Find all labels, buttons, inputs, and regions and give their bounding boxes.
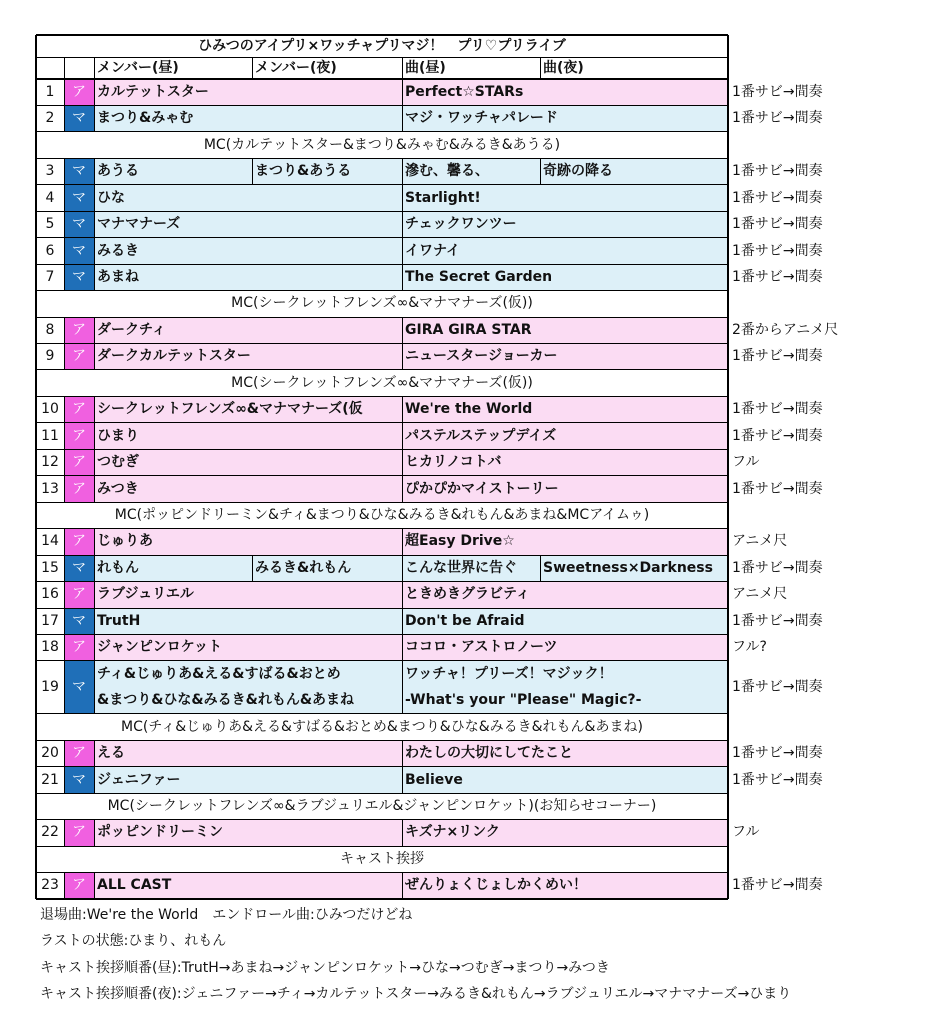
member-day: ALL CAST	[97, 877, 172, 894]
grid-line	[402, 449, 403, 475]
grid-line	[402, 608, 403, 634]
member-day: あうる	[97, 163, 139, 180]
grid-line	[402, 555, 403, 581]
song-day: GIRA GIRA STAR	[405, 321, 532, 338]
grid-line	[36, 713, 728, 714]
grid-line	[36, 475, 728, 476]
song-day: Believe	[405, 771, 463, 788]
row-number: 5	[45, 216, 55, 233]
grid-line	[252, 158, 253, 184]
song-day	[402, 661, 728, 714]
grid-line	[94, 582, 95, 608]
song-line: ワッチャ！プリーズ！マジック！	[405, 665, 613, 682]
grid-line	[402, 873, 403, 899]
row-number: 20	[41, 745, 59, 762]
member-day: みるき	[97, 242, 139, 259]
row-number: 19	[41, 678, 59, 695]
grid-line	[36, 290, 728, 291]
row-number: 17	[41, 612, 59, 629]
row-number: 6	[45, 242, 55, 259]
footer-line: 退場曲:We're the World エンドロール曲:ひみつだけどね	[40, 906, 413, 923]
watcha-badge: マ	[64, 767, 94, 793]
member-day: じゅりあ	[97, 533, 153, 550]
member-day: つむぎ	[97, 454, 139, 471]
timing-note: フル?	[732, 639, 767, 656]
row-number: 1	[45, 83, 55, 100]
member-day: あまね	[97, 268, 139, 285]
row-number: 11	[41, 427, 59, 444]
grid-line	[94, 767, 95, 793]
grid-line	[64, 185, 65, 211]
row-number: 3	[45, 163, 55, 180]
header-member-day: メンバー(昼)	[97, 59, 179, 76]
grid-line	[402, 57, 403, 79]
aipri-badge: ア	[64, 423, 94, 449]
timing-note: 2番からアニメ尺	[732, 321, 839, 338]
grid-line	[36, 422, 728, 423]
aipri-badge: ア	[64, 740, 94, 766]
timing-note: 1番サビ→間奏	[732, 242, 823, 259]
song-day: ヒカリノコトバ	[405, 454, 502, 471]
grid-line	[64, 105, 65, 131]
watcha-badge: マ	[64, 555, 94, 581]
grid-line	[64, 740, 65, 766]
mc-row: MC(チィ&じゅりあ&える&すばる&おとめ&まつり&ひな&みるき&れもん&あまね)	[121, 718, 643, 735]
grid-line	[402, 238, 403, 264]
song-night: 奇跡の降る	[543, 163, 613, 180]
grid-line	[94, 185, 95, 211]
grid-line	[402, 185, 403, 211]
aipri-badge: ア	[64, 529, 94, 555]
timing-note: 1番サビ→間奏	[732, 771, 823, 788]
grid-line	[402, 158, 403, 184]
row-number: 10	[41, 401, 59, 418]
grid-line	[64, 396, 65, 422]
grid-line	[94, 873, 95, 899]
grid-line	[64, 529, 65, 555]
grid-line	[64, 555, 65, 581]
grid-line	[36, 898, 728, 900]
row-number: 14	[41, 533, 59, 550]
song-day: Starlight!	[405, 189, 481, 206]
grid-line	[36, 581, 728, 582]
grid-line	[402, 740, 403, 766]
member-day: ポッピンドリーミン	[97, 824, 223, 841]
grid-line	[402, 767, 403, 793]
aipri-badge: ア	[64, 344, 94, 370]
song-day: ニュースタージョーカー	[405, 348, 558, 365]
header-member-night: メンバー(夜)	[255, 59, 337, 76]
song-day: ときめきグラビティ	[405, 586, 530, 603]
grid-line	[94, 105, 95, 131]
grid-line	[36, 78, 728, 80]
grid-line	[402, 661, 403, 714]
member-day: みつき	[97, 480, 139, 497]
grid-line	[64, 449, 65, 475]
grid-line	[36, 264, 728, 265]
grid-line	[94, 57, 95, 79]
grid-line	[36, 608, 728, 609]
grid-line	[94, 238, 95, 264]
aipri-badge: ア	[64, 449, 94, 475]
grid-line	[94, 634, 95, 660]
grid-line	[94, 476, 95, 502]
row-number: 13	[41, 480, 59, 497]
grid-line	[36, 634, 728, 635]
grid-line	[36, 819, 728, 820]
watcha-badge: マ	[64, 211, 94, 237]
grid-line	[64, 238, 65, 264]
grid-line	[36, 369, 728, 370]
aipri-badge: ア	[64, 396, 94, 422]
timing-note: 1番サビ→間奏	[732, 268, 823, 285]
song-day: こんな世界に告ぐ	[405, 559, 517, 576]
song-day: ぴかぴかマイストーリー	[405, 480, 559, 497]
song-day: 滲む、馨る、	[405, 163, 489, 180]
member-day: カルテットスター	[97, 83, 209, 100]
member-day: ひな	[97, 189, 125, 206]
timing-note: 1番サビ→間奏	[732, 348, 823, 365]
grid-line	[64, 634, 65, 660]
grid-line	[94, 608, 95, 634]
mc-row: キャスト挨拶	[340, 850, 424, 867]
grid-line	[64, 423, 65, 449]
sheet-title: ひみつのアイプリ×ワッチャプリマジ！ プリ♡プリライブ	[198, 37, 566, 54]
grid-line	[64, 211, 65, 237]
grid-line	[36, 34, 728, 36]
grid-line	[64, 661, 65, 714]
song-day: マジ・ワッチャパレード	[405, 110, 558, 127]
grid-line	[94, 317, 95, 343]
watcha-badge: マ	[64, 264, 94, 290]
grid-line	[94, 661, 95, 714]
grid-line	[36, 237, 728, 238]
grid-line	[402, 105, 403, 131]
song-line: -What's your "Please" Magic?-	[405, 692, 642, 709]
grid-line	[402, 582, 403, 608]
row-number: 22	[41, 824, 59, 841]
grid-line	[64, 820, 65, 846]
grid-line	[36, 396, 728, 397]
grid-line	[36, 502, 728, 503]
aipri-badge: ア	[64, 582, 94, 608]
grid-line	[402, 317, 403, 343]
member-line: &まつり&ひな&みるき&れもん&あまね	[97, 692, 355, 709]
aipri-badge: ア	[64, 317, 94, 343]
member-day: ダークカルテットスター	[97, 348, 251, 365]
mc-row: MC(シークレットフレンズ∞&マナマナーズ(仮))	[231, 374, 533, 391]
timing-note: 1番サビ→間奏	[732, 612, 823, 629]
row-number: 15	[41, 559, 59, 576]
grid-line	[94, 820, 95, 846]
header-song-night: 曲(夜)	[543, 59, 584, 76]
timing-note: 1番サビ→間奏	[732, 427, 823, 444]
grid-line	[64, 158, 65, 184]
song-day: ココロ・アストロノーツ	[405, 639, 558, 656]
row-number: 2	[45, 110, 55, 127]
member-day: ひまり	[97, 427, 139, 444]
member-night: みるき&れもん	[255, 559, 352, 576]
timing-note: 1番サビ→間奏	[732, 401, 823, 418]
grid-line	[94, 211, 95, 237]
grid-line	[35, 35, 37, 899]
member-day: TrutH	[97, 612, 141, 629]
member-day: シークレットフレンズ∞&マナマナーズ(仮	[97, 401, 363, 418]
footer-line: ラストの状態:ひまり、れもん	[40, 933, 227, 950]
song-day: わたしの大切にしてたこと	[405, 745, 573, 762]
grid-line	[94, 449, 95, 475]
grid-line	[36, 793, 728, 794]
member-day: ラブジュリエル	[97, 586, 194, 603]
song-day: チェックワンツー	[405, 216, 517, 233]
grid-line	[36, 766, 728, 767]
header-song-day: 曲(昼)	[405, 59, 446, 76]
song-day: We're the World	[405, 401, 533, 418]
grid-line	[36, 158, 728, 159]
timing-note: 1番サビ→間奏	[732, 163, 823, 180]
song-day: The Secret Garden	[405, 268, 553, 285]
member-day: ジェニファー	[97, 771, 181, 788]
grid-line	[36, 184, 728, 185]
footer-line: キャスト挨拶順番(昼):TrutH→あまね→ジャンピンロケット→ひな→つむぎ→まつり→みつき	[40, 959, 610, 976]
aipri-badge: ア	[64, 634, 94, 660]
timing-note: 1番サビ→間奏	[732, 216, 823, 233]
grid-line	[402, 476, 403, 502]
grid-line	[94, 79, 95, 105]
timing-note: 1番サビ→間奏	[732, 83, 823, 100]
row-number: 18	[41, 639, 59, 656]
timing-note: アニメ尺	[732, 586, 788, 603]
mc-row: MC(カルテットスター&まつり&みゃむ&みるき&あうる)	[203, 136, 561, 153]
grid-line	[36, 57, 728, 58]
grid-line	[36, 131, 728, 132]
grid-line	[64, 767, 65, 793]
grid-line	[36, 105, 728, 106]
grid-line	[94, 740, 95, 766]
mc-row: MC(シークレットフレンズ∞&ラブジュリエル&ジャンピンロケット)(お知らせコーナー)	[107, 797, 657, 814]
grid-line	[36, 343, 728, 344]
grid-line	[64, 582, 65, 608]
row-number: 7	[45, 268, 55, 285]
row-number: 16	[41, 586, 59, 603]
timing-note: 1番サビ→間奏	[732, 189, 823, 206]
watcha-badge: マ	[64, 158, 94, 184]
member-day: れもん	[97, 559, 139, 576]
grid-line	[36, 660, 728, 661]
timing-note: 1番サビ→間奏	[732, 678, 823, 695]
grid-line	[64, 317, 65, 343]
watcha-badge: マ	[64, 661, 94, 714]
member-day	[94, 661, 402, 714]
timing-note: 1番サビ→間奏	[732, 480, 823, 497]
song-day: パステルステップデイズ	[405, 427, 557, 444]
grid-line	[402, 396, 403, 422]
timing-note: 1番サビ→間奏	[732, 110, 823, 127]
aipri-badge: ア	[64, 873, 94, 899]
grid-line	[94, 555, 95, 581]
grid-line	[64, 79, 65, 105]
grid-line	[540, 555, 541, 581]
grid-line	[94, 423, 95, 449]
grid-line	[402, 79, 403, 105]
grid-line	[727, 35, 729, 899]
grid-line	[94, 529, 95, 555]
grid-line	[64, 476, 65, 502]
grid-line	[36, 211, 728, 212]
timing-note: フル	[732, 824, 760, 841]
grid-line	[402, 264, 403, 290]
timing-note: フル	[732, 454, 760, 471]
grid-line	[36, 317, 728, 318]
grid-line	[36, 872, 728, 873]
grid-line	[402, 634, 403, 660]
grid-line	[94, 396, 95, 422]
grid-line	[36, 555, 728, 556]
footer-line: キャスト挨拶順番(夜):ジェニファー→チィ→カルテットスター→みるき&れもん→ラブジュリエル→マナマナーズ→ひまり	[40, 986, 792, 1003]
song-day: Perfect☆STARs	[405, 83, 524, 100]
watcha-badge: マ	[64, 105, 94, 131]
grid-line	[64, 608, 65, 634]
row-number: 8	[45, 321, 55, 338]
watcha-badge: マ	[64, 185, 94, 211]
row-number: 12	[41, 454, 59, 471]
watcha-badge: マ	[64, 238, 94, 264]
row-number: 23	[41, 877, 59, 894]
timing-note: 1番サビ→間奏	[732, 559, 823, 576]
grid-line	[540, 158, 541, 184]
aipri-badge: ア	[64, 79, 94, 105]
member-day: マナマナーズ	[97, 216, 181, 233]
mc-row: MC(シークレットフレンズ∞&マナマナーズ(仮))	[231, 295, 533, 312]
grid-line	[402, 344, 403, 370]
song-night: Sweetness×Darkness	[543, 559, 713, 576]
grid-line	[402, 820, 403, 846]
timing-note: アニメ尺	[732, 533, 788, 550]
grid-line	[252, 555, 253, 581]
grid-line	[36, 740, 728, 741]
song-day: イワナイ	[405, 242, 461, 259]
timing-note: 1番サビ→間奏	[732, 745, 823, 762]
grid-line	[64, 57, 65, 79]
song-day: キズナ×リンク	[405, 824, 500, 841]
grid-line	[540, 57, 541, 79]
row-number: 9	[45, 348, 55, 365]
grid-line	[36, 528, 728, 529]
row-number: 21	[41, 771, 59, 788]
grid-line	[94, 264, 95, 290]
member-day: まつり&みゃむ	[97, 110, 194, 127]
member-line: チィ&じゅりあ&える&すばる&おとめ	[97, 665, 341, 682]
timing-note: 1番サビ→間奏	[732, 877, 823, 894]
grid-line	[64, 344, 65, 370]
grid-line	[64, 264, 65, 290]
aipri-badge: ア	[64, 476, 94, 502]
aipri-badge: ア	[64, 820, 94, 846]
grid-line	[36, 449, 728, 450]
member-night: まつり&あうる	[255, 163, 352, 180]
grid-line	[402, 211, 403, 237]
grid-line	[402, 423, 403, 449]
grid-line	[94, 158, 95, 184]
watcha-badge: マ	[64, 608, 94, 634]
member-day: える	[97, 745, 125, 762]
song-day: Don't be Afraid	[405, 612, 525, 629]
row-number: 4	[45, 189, 55, 206]
grid-line	[402, 529, 403, 555]
member-day: ダークチィ	[97, 321, 166, 338]
grid-line	[94, 344, 95, 370]
member-day: ジャンピンロケット	[97, 639, 223, 656]
song-day: 超Easy Drive☆	[405, 533, 515, 550]
grid-line	[36, 846, 728, 847]
grid-line	[64, 873, 65, 899]
mc-row: MC(ポッピンドリーミン&チィ&まつり&ひな&みるき&れもん&あまね&MCアイムゥ)	[114, 507, 650, 523]
grid-line	[252, 57, 253, 79]
song-day: ぜんりょくじょしかくめい！	[405, 877, 587, 894]
